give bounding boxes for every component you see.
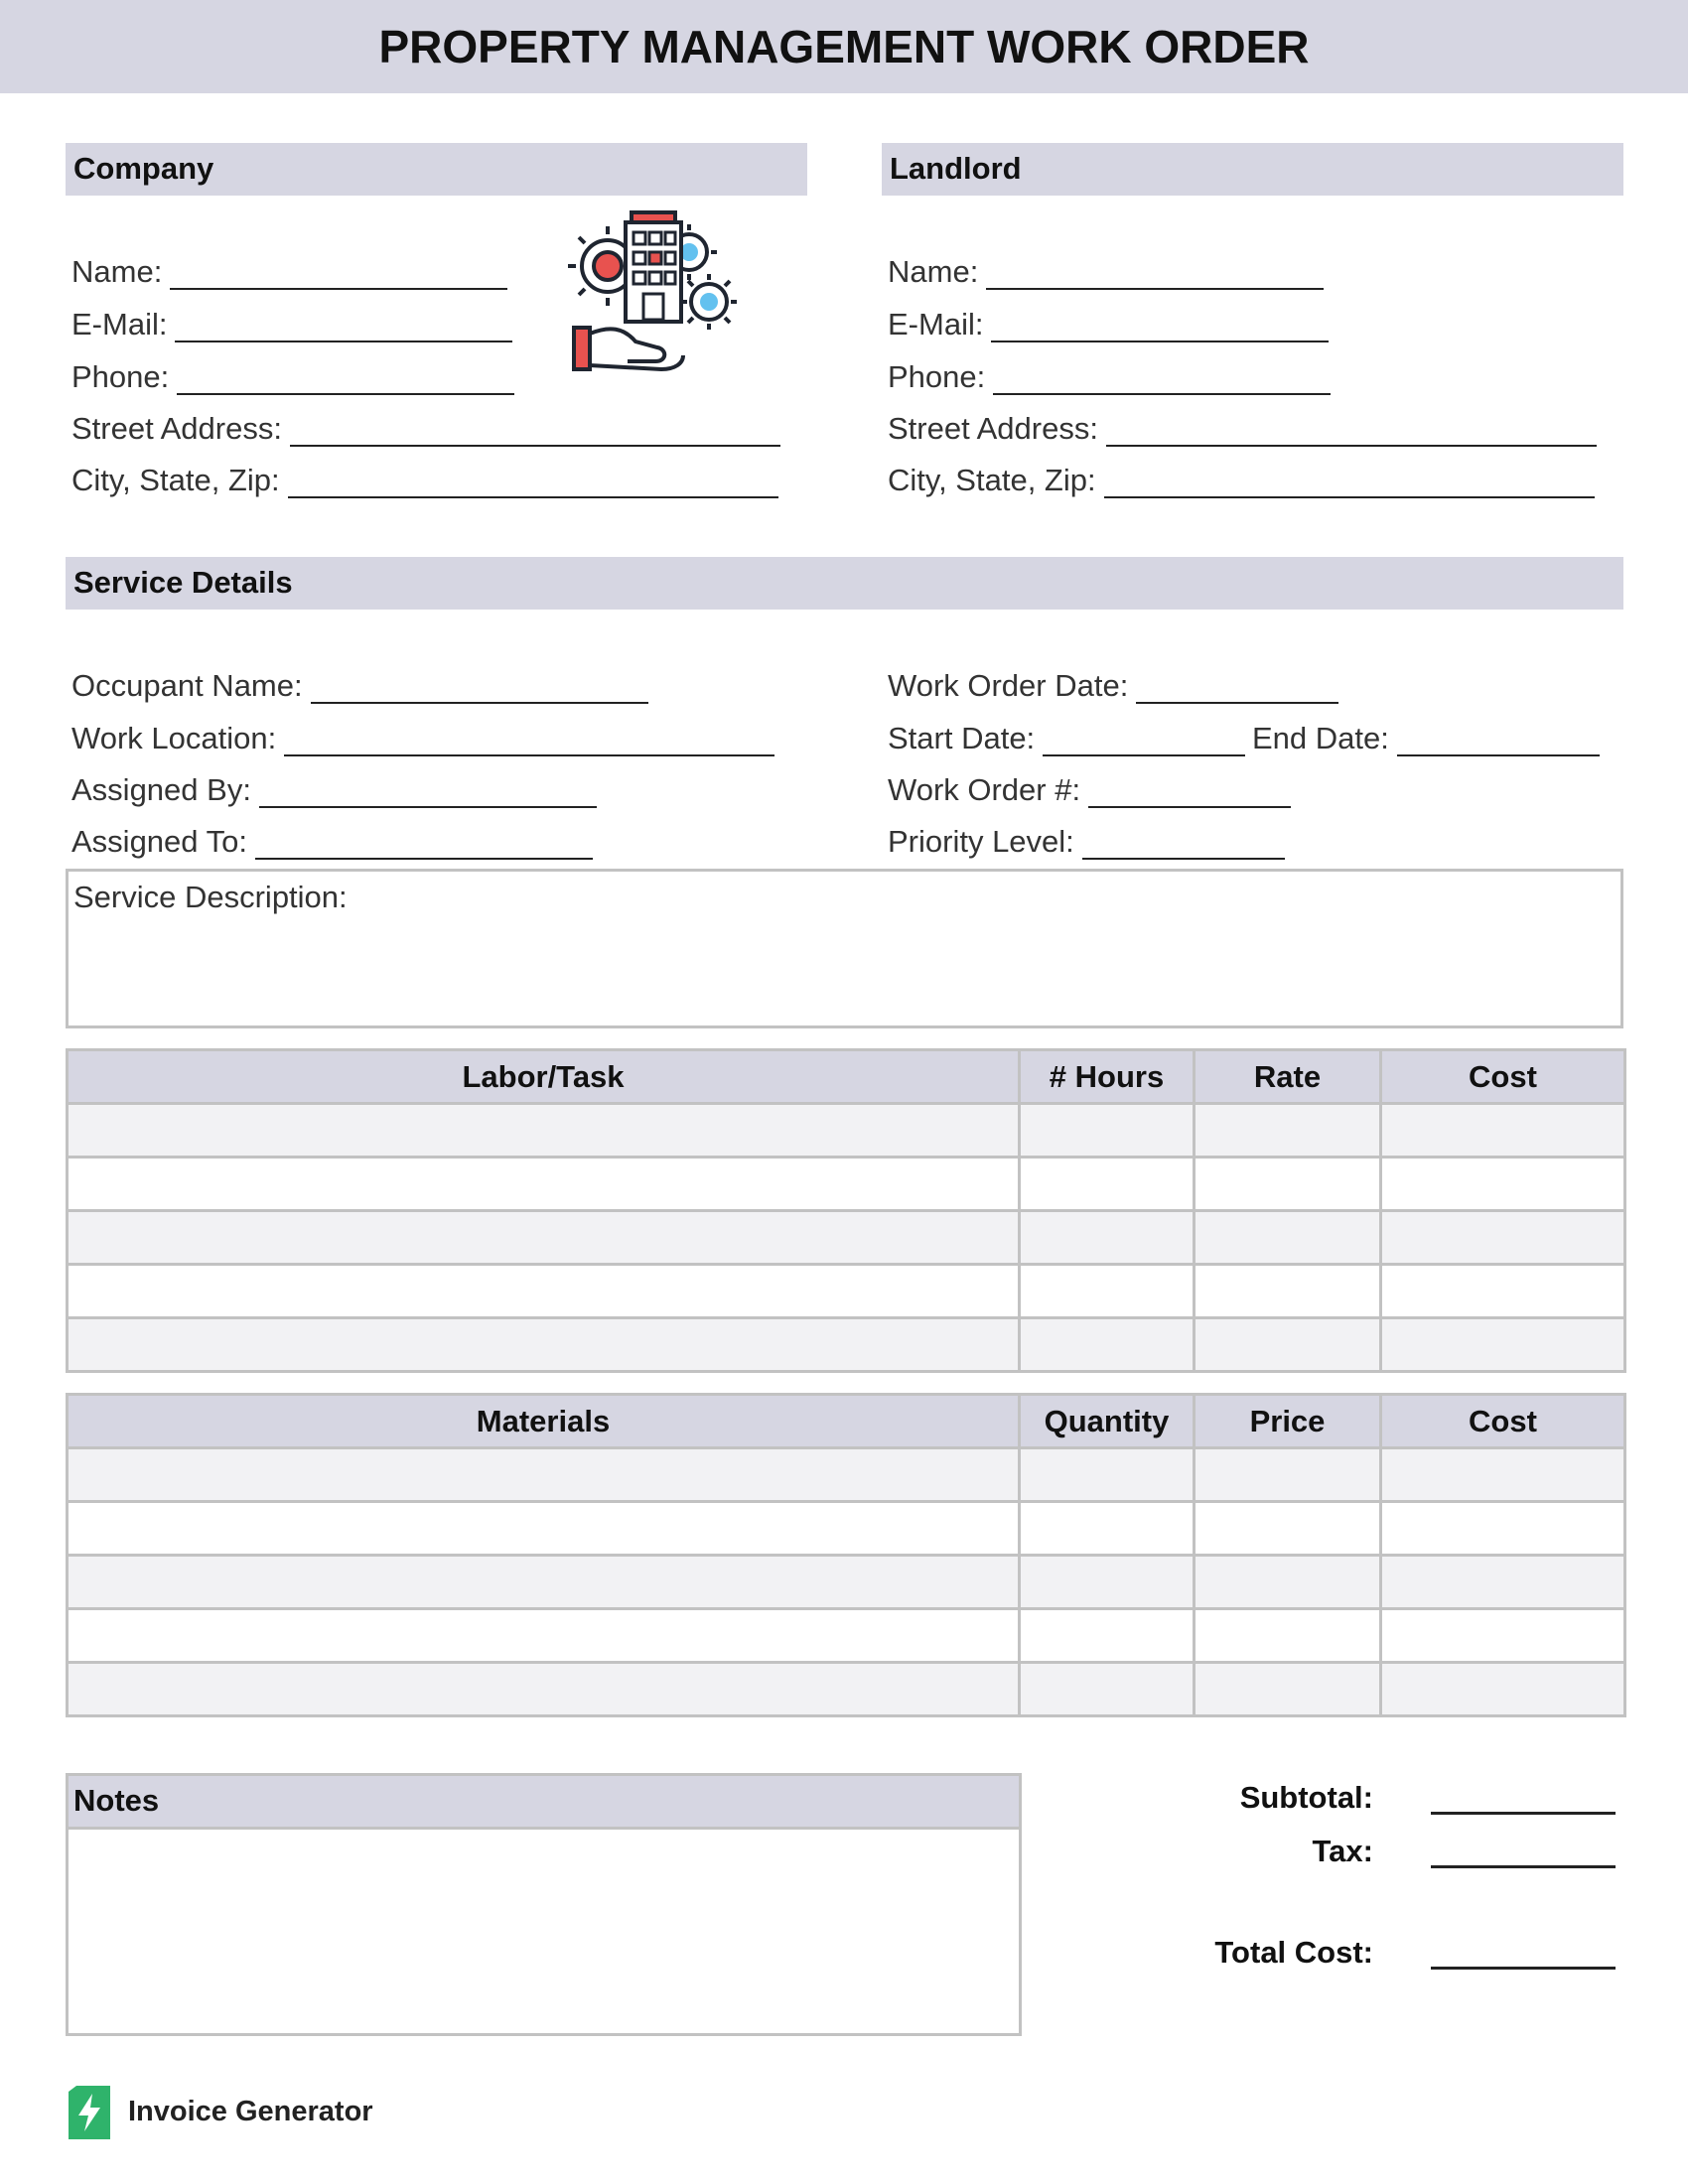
total-cost-label: Total Cost: <box>1214 1935 1373 1970</box>
materials-table-header <box>68 1395 1625 1448</box>
material-cell[interactable] <box>68 1448 1020 1502</box>
price-cell[interactable] <box>1195 1556 1381 1609</box>
table-row <box>68 1663 1625 1716</box>
landlord-email-field[interactable] <box>888 307 1329 342</box>
labor-cell[interactable] <box>68 1158 1020 1211</box>
notes-heading: Notes <box>73 1783 160 1818</box>
lightning-bolt-icon <box>69 2086 110 2139</box>
table-row <box>68 1265 1625 1318</box>
landlord-phone-label: Phone: <box>888 359 986 394</box>
company-city-line[interactable] <box>288 469 778 498</box>
price-cell[interactable] <box>1195 1663 1381 1716</box>
landlord-phone-field[interactable] <box>888 359 1331 395</box>
work-location-label: Work Location: <box>71 721 277 755</box>
materials-header-price: Price <box>1195 1395 1381 1448</box>
material-cell[interactable] <box>68 1609 1020 1663</box>
quantity-cell[interactable] <box>1020 1502 1195 1556</box>
priority-level-field[interactable] <box>888 824 1285 860</box>
material-cell[interactable] <box>68 1502 1020 1556</box>
hours-cell[interactable] <box>1020 1211 1195 1265</box>
company-email-label: E-Mail: <box>71 307 168 341</box>
rate-cell[interactable] <box>1195 1265 1381 1318</box>
occupant-name-line[interactable] <box>311 674 648 704</box>
rate-cell[interactable] <box>1195 1318 1381 1372</box>
end-date-field[interactable] <box>1252 721 1600 756</box>
company-email-field[interactable] <box>71 307 512 342</box>
quantity-cell[interactable] <box>1020 1663 1195 1716</box>
table-row <box>68 1211 1625 1265</box>
occupant-name-field[interactable] <box>71 668 648 704</box>
total-cost-line[interactable] <box>1431 1965 1616 1970</box>
priority-level-label: Priority Level: <box>888 824 1074 859</box>
work-location-field[interactable] <box>71 721 774 756</box>
labor-table <box>66 1048 1626 1373</box>
company-email-line[interactable] <box>175 313 512 342</box>
start-date-label: Start Date: <box>888 721 1036 755</box>
landlord-email-label: E-Mail: <box>888 307 984 341</box>
company-name-field[interactable] <box>71 254 507 290</box>
labor-cell[interactable] <box>68 1265 1020 1318</box>
priority-level-line[interactable] <box>1082 830 1285 860</box>
materials-header-cost: Cost <box>1381 1395 1625 1448</box>
price-cell[interactable] <box>1195 1502 1381 1556</box>
subtotal-label: Subtotal: <box>1239 1780 1373 1815</box>
end-date-label: End Date: <box>1252 721 1389 755</box>
notes-box[interactable] <box>66 1773 1022 2036</box>
service-details-header <box>66 557 1623 610</box>
labor-cell[interactable] <box>68 1211 1020 1265</box>
table-row <box>68 1609 1625 1663</box>
labor-header-rate: Rate <box>1195 1050 1381 1104</box>
materials-header-item: Materials <box>68 1395 1020 1448</box>
landlord-city-line[interactable] <box>1104 469 1595 498</box>
materials-header-quantity: Quantity <box>1020 1395 1195 1448</box>
landlord-email-line[interactable] <box>991 313 1329 342</box>
occupant-name-label: Occupant Name: <box>71 668 303 703</box>
assigned-to-label: Assigned To: <box>71 824 247 859</box>
cost-cell[interactable] <box>1381 1265 1625 1318</box>
company-header <box>66 143 807 196</box>
end-date-line[interactable] <box>1397 727 1600 756</box>
company-street-label: Street Address: <box>71 411 282 446</box>
work-order-date-field[interactable] <box>888 668 1338 704</box>
assigned-by-line[interactable] <box>259 778 597 808</box>
landlord-city-label: City, State, Zip: <box>888 463 1096 497</box>
work-order-number-line[interactable] <box>1088 778 1291 808</box>
hours-cell[interactable] <box>1020 1104 1195 1158</box>
landlord-name-line[interactable] <box>986 260 1324 290</box>
landlord-heading: Landlord <box>890 151 1022 186</box>
landlord-city-field[interactable] <box>888 463 1595 498</box>
quantity-cell[interactable] <box>1020 1556 1195 1609</box>
price-cell[interactable] <box>1195 1448 1381 1502</box>
cost-cell[interactable] <box>1381 1104 1625 1158</box>
work-order-date-label: Work Order Date: <box>888 668 1129 703</box>
work-order-number-field[interactable] <box>888 772 1291 808</box>
landlord-street-label: Street Address: <box>888 411 1098 446</box>
company-phone-line[interactable] <box>177 365 514 395</box>
company-name-label: Name: <box>71 254 163 289</box>
tax-label: Tax: <box>1312 1834 1373 1868</box>
landlord-phone-line[interactable] <box>993 365 1331 395</box>
rate-cell[interactable] <box>1195 1104 1381 1158</box>
start-date-line[interactable] <box>1043 727 1245 756</box>
assigned-by-label: Assigned By: <box>71 772 251 807</box>
company-phone-field[interactable] <box>71 359 514 395</box>
cost-cell[interactable] <box>1381 1502 1625 1556</box>
price-cell[interactable] <box>1195 1609 1381 1663</box>
table-row <box>68 1318 1625 1372</box>
company-street-line[interactable] <box>290 417 780 447</box>
table-row <box>68 1448 1625 1502</box>
labor-cell[interactable] <box>68 1104 1020 1158</box>
labor-table-header <box>68 1050 1625 1104</box>
company-name-line[interactable] <box>170 260 507 290</box>
landlord-street-line[interactable] <box>1106 417 1597 447</box>
labor-header-hours: # Hours <box>1020 1050 1195 1104</box>
table-row <box>68 1556 1625 1609</box>
material-cell[interactable] <box>68 1663 1020 1716</box>
start-date-field[interactable] <box>888 721 1245 756</box>
hours-cell[interactable] <box>1020 1158 1195 1211</box>
table-row <box>68 1104 1625 1158</box>
work-order-number-label: Work Order #: <box>888 772 1081 807</box>
landlord-name-label: Name: <box>888 254 979 289</box>
rate-cell[interactable] <box>1195 1158 1381 1211</box>
company-phone-label: Phone: <box>71 359 170 394</box>
service-description-label: Service Description: <box>73 880 348 914</box>
notes-header <box>69 1776 1019 1830</box>
assigned-by-field[interactable] <box>71 772 597 808</box>
material-cell[interactable] <box>68 1556 1020 1609</box>
company-city-label: City, State, Zip: <box>71 463 280 497</box>
assigned-to-field[interactable] <box>71 824 593 860</box>
table-row <box>68 1502 1625 1556</box>
building-gears-hand-icon <box>566 210 740 381</box>
landlord-name-field[interactable] <box>888 254 1324 290</box>
table-row <box>68 1158 1625 1211</box>
cost-cell[interactable] <box>1381 1158 1625 1211</box>
service-description-box[interactable] <box>66 869 1623 1028</box>
cost-cell[interactable] <box>1381 1318 1625 1372</box>
brand-name: Invoice Generator <box>128 2096 373 2127</box>
page-title: PROPERTY MANAGEMENT WORK ORDER <box>378 21 1310 72</box>
cost-cell[interactable] <box>1381 1556 1625 1609</box>
work-location-line[interactable] <box>284 727 774 756</box>
tax-line[interactable] <box>1431 1863 1616 1868</box>
hours-cell[interactable] <box>1020 1265 1195 1318</box>
labor-cell[interactable] <box>68 1318 1020 1372</box>
rate-cell[interactable] <box>1195 1211 1381 1265</box>
assigned-to-line[interactable] <box>255 830 593 860</box>
subtotal-line[interactable] <box>1431 1810 1616 1815</box>
materials-table <box>66 1393 1626 1717</box>
company-street-field[interactable] <box>71 411 780 447</box>
service-details-heading: Service Details <box>73 565 293 600</box>
work-order-date-line[interactable] <box>1136 674 1338 704</box>
hours-cell[interactable] <box>1020 1318 1195 1372</box>
company-city-field[interactable] <box>71 463 778 498</box>
cost-cell[interactable] <box>1381 1211 1625 1265</box>
company-heading: Company <box>73 151 214 186</box>
cost-cell[interactable] <box>1381 1448 1625 1502</box>
labor-header-task: Labor/Task <box>68 1050 1020 1104</box>
landlord-street-field[interactable] <box>888 411 1597 447</box>
landlord-header <box>882 143 1623 196</box>
quantity-cell[interactable] <box>1020 1448 1195 1502</box>
cost-cell[interactable] <box>1381 1609 1625 1663</box>
labor-header-cost: Cost <box>1381 1050 1625 1104</box>
cost-cell[interactable] <box>1381 1663 1625 1716</box>
quantity-cell[interactable] <box>1020 1609 1195 1663</box>
